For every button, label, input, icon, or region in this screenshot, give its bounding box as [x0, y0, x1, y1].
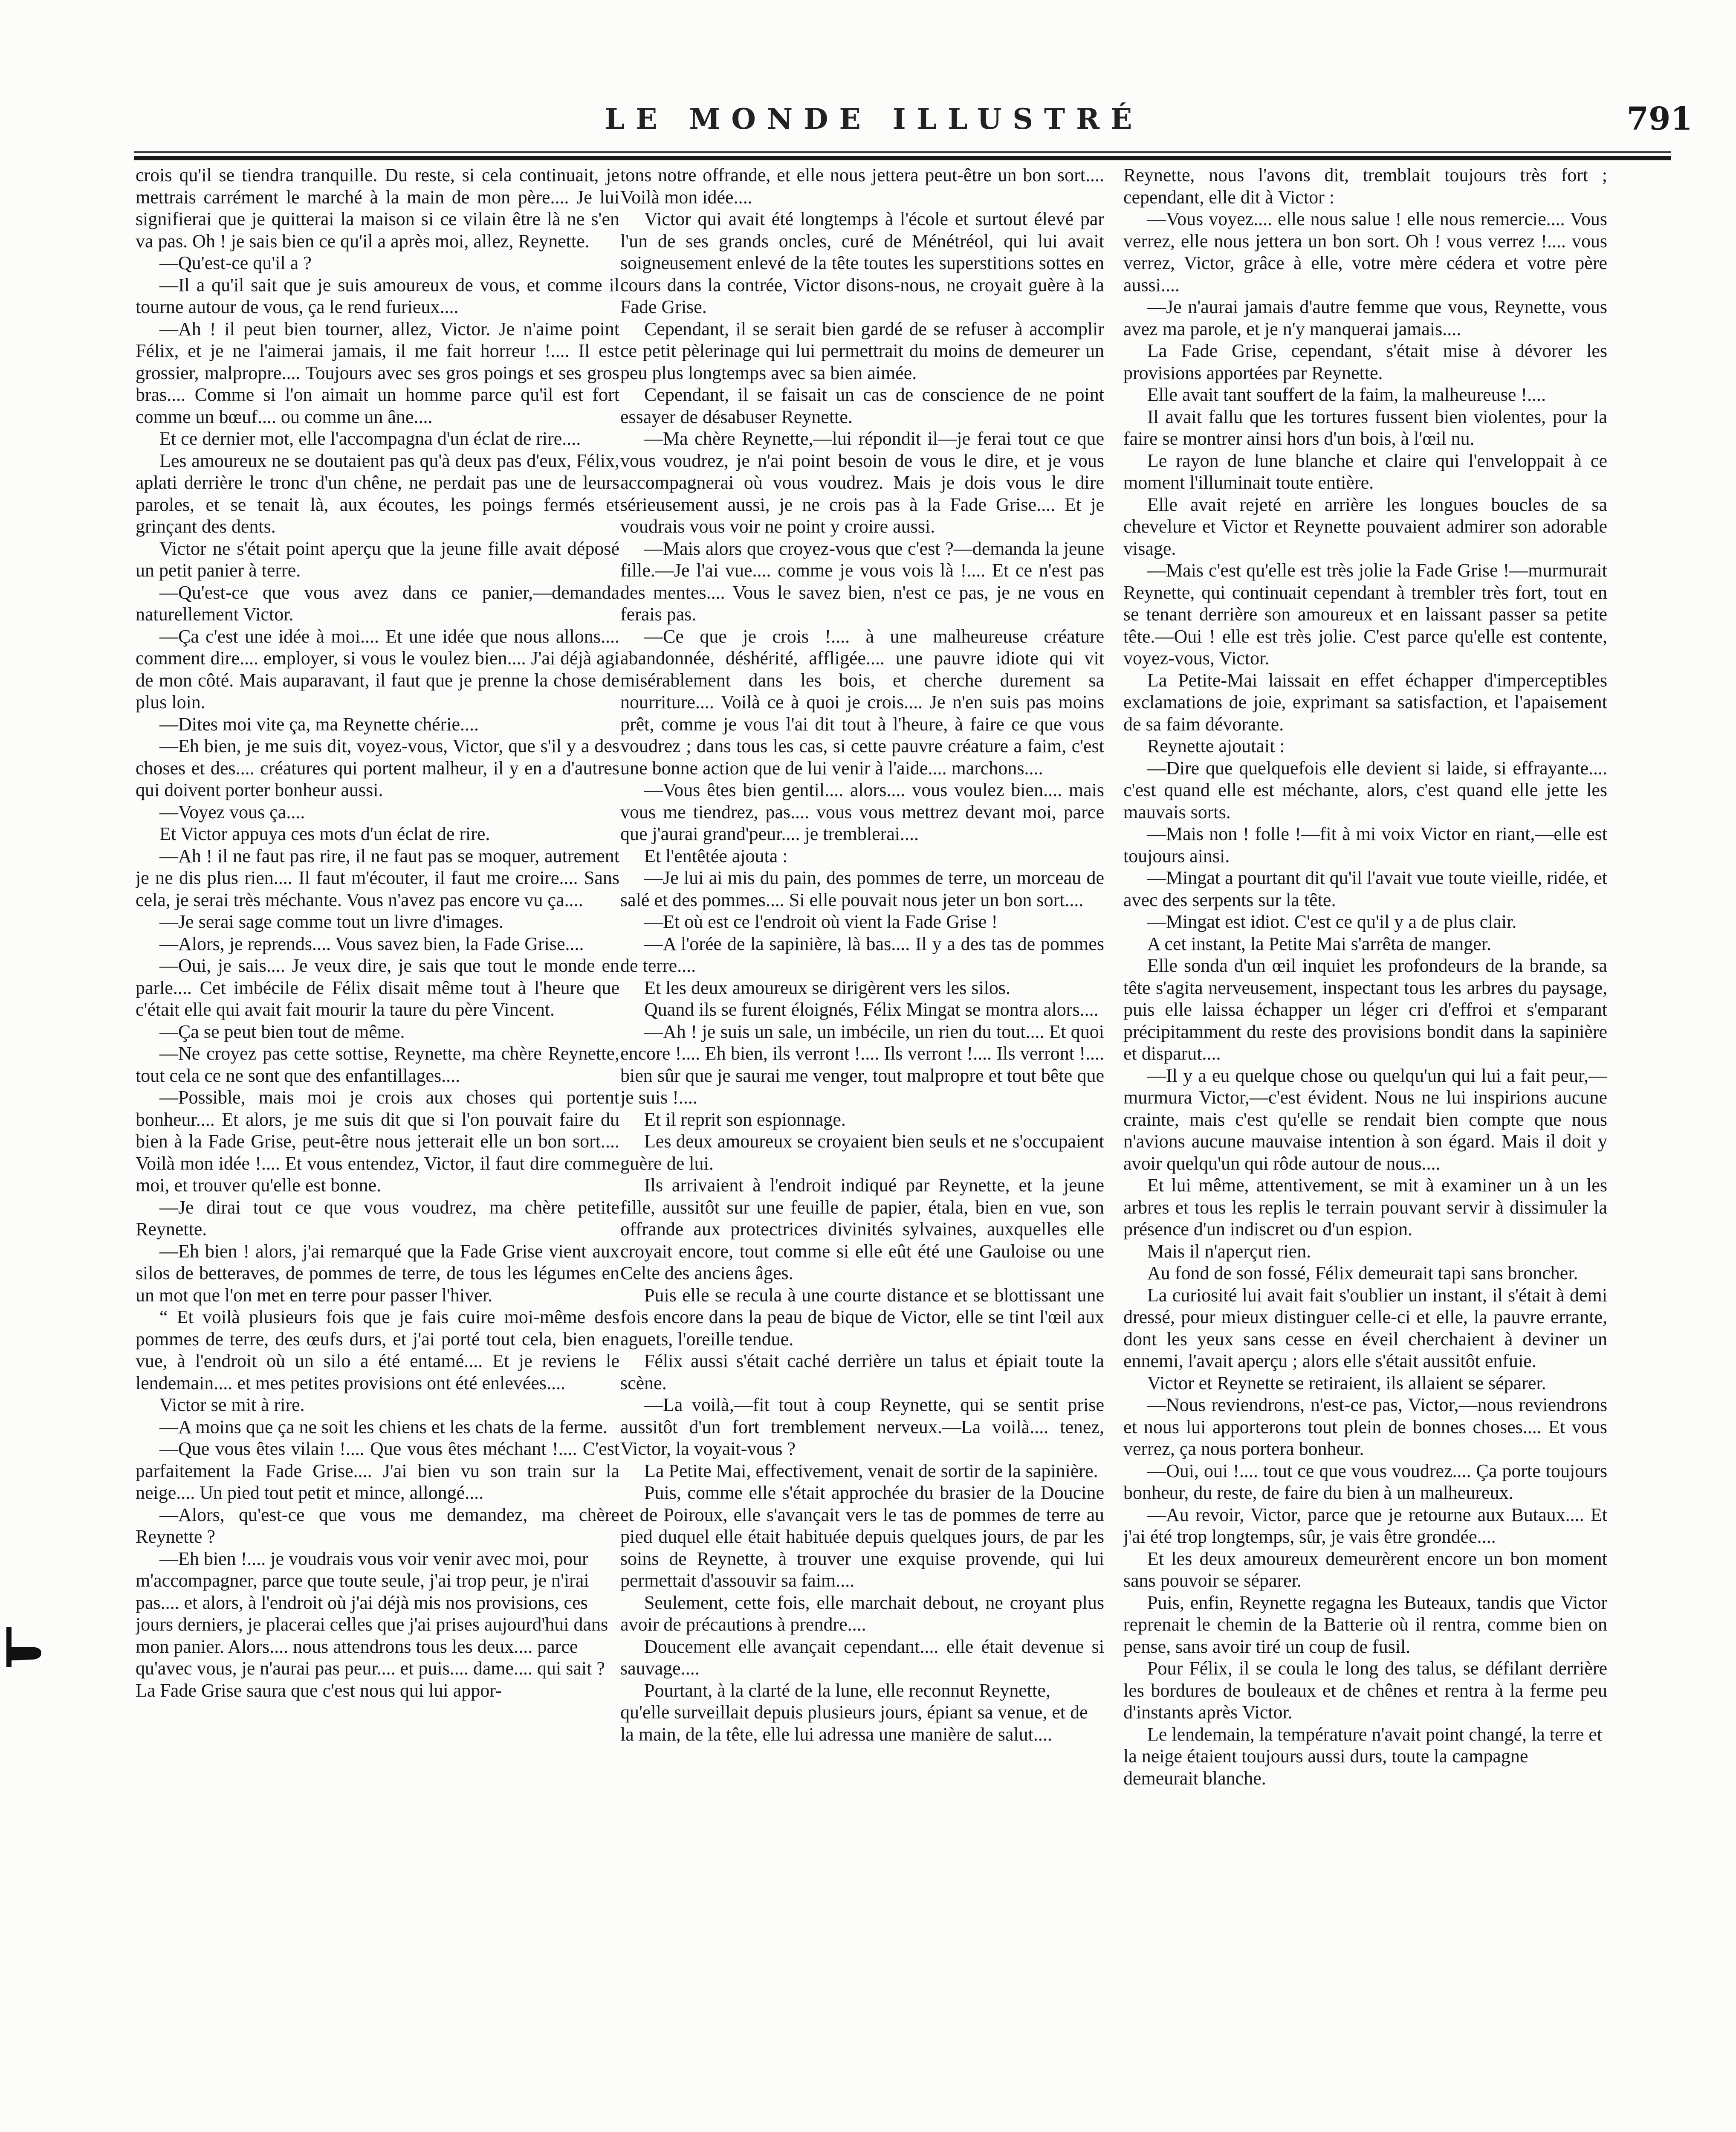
- paragraph: —Je n'aurai jamais d'autre femme que vous, Reynette, vous avez ma parole, et je n'y manquerai jamais....: [1123, 296, 1607, 339]
- paragraph: crois qu'il se tiendra tranquille. Du reste, si cela continuait, je mettrais carrément le marché à la main de mon père.... Je lui signifierai que je quitterai la maison si ce vilain être là ne s'en va pas. Oh ! je sais bien ce qu'il a après moi, allez, Reynette.: [136, 165, 619, 252]
- paragraph: Et les deux amoureux demeurèrent encore un bon moment sans pouvoir se séparer.: [1123, 1548, 1607, 1591]
- text-column-1: [136, 164, 619, 2132]
- paragraph: —Au revoir, Victor, parce que je retourne aux Butaux.... Et j'ai été trop longtemps, sûr, je vais être grondée....: [1123, 1504, 1607, 1547]
- paragraph: Et il reprit son espionnage.: [644, 1109, 846, 1130]
- paragraph: —Ça se peut bien tout de même.: [159, 1021, 405, 1042]
- paragraph: —Je lui ai mis du pain, des pommes de terre, un morceau de salé et des pommes.... Si elle pouvait nous jeter un bon sort....: [620, 867, 1104, 910]
- paragraph: Puis elle se recula à une courte distance et se blottissant une fois encore dans la peau de bique de Victor, elle se tint l'œil aux aguets, l'oreille tendue.: [620, 1284, 1104, 1350]
- paragraph: —Je serai sage comme tout un livre d'images.: [159, 911, 504, 932]
- paragraph: Et l'entêtée ajouta :: [644, 845, 788, 866]
- paragraph: —Possible, mais moi je crois aux choses qui portent bonheur.... Et alors, je me suis dit que si l'on pouvait faire du bien à la Fade Grise, peut-être nous jetterait elle un bon sort.... Voilà mon idée !.... Et vous entendez, Victor, il faut dire comme moi, et trouver qu'elle est bonne.: [136, 1087, 619, 1196]
- pointing-hand-icon: [2, 1620, 45, 1671]
- paragraph: —Vous êtes bien gentil.... alors.... vous voulez bien.... mais vous me tiendrez, pas.... vous vous mettrez devant moi, parce que j'aurai grand'peur.... je tremblerai....: [620, 779, 1104, 844]
- paragraph: —Ah ! il ne faut pas rire, il ne faut pas se moquer, autrement je ne dis plus rien.... Il faut m'écouter, il faut me croire.... Sans cela, je serai très méchante. Vous n'avez pas encore vu ça....: [136, 845, 619, 910]
- paragraph: Il avait fallu que les tortures fussent bien violentes, pour la faire se montrer ainsi hors d'un bois, à l'œil nu.: [1123, 406, 1607, 449]
- paragraph: —Eh bien ! alors, j'ai remarqué que la Fade Grise vient aux silos de betteraves, de pommes de terre, de tous les légumes en un mot que l'on met en terre pour passer l'hiver.: [136, 1240, 619, 1306]
- paragraph: La Fade Grise, cependant, s'était mise à dévorer les provisions apportées par Reynette.: [1123, 340, 1607, 383]
- text-column-3: [1123, 164, 1607, 2132]
- paragraph: —Eh bien, je me suis dit, voyez-vous, Victor, que s'il y a des choses et des.... créatures qui portent malheur, il y en a d'autres qui doivent porter bonheur aussi.: [136, 736, 619, 800]
- paragraph: Au fond de son fossé, Félix demeurait tapi sans broncher.: [1147, 1263, 1578, 1283]
- paragraph: —Oui, je sais.... Je veux dire, je sais que tout le monde en parle.... Cet imbécile de Félix disait même tout à l'heure que c'était elle qui avait fait mourir la taure du père Vincent.: [136, 955, 619, 1020]
- paragraph: Cependant, il se faisait un cas de conscience de ne point essayer de désabuser Reynette.: [620, 384, 1104, 427]
- paragraph: Reynette ajoutait :: [1147, 736, 1285, 756]
- paragraph: La curiosité lui avait fait s'oublier un instant, il s'était à demi dressé, pour mieux distinguer celle-ci et elle, la pauvre errante, dont les yeux sans cesse en éveil cherchaient à deviner un ennemi, l'avait aperçu ; alors elle s'était aussitôt enfuie.: [1123, 1284, 1607, 1371]
- masthead-title: LE MONDE ILLUSTRÉ: [605, 102, 1143, 136]
- paragraph: —Mais c'est qu'elle est très jolie la Fade Grise !—murmurait Reynette, qui continuait cependant à trembler très fort, tout en se tenant derrière son amoureux et en laissant passer sa petite tête.—Oui ! elle est très jolie. C'est parce qu'elle est contente, voyez-vous, Victor.: [1123, 560, 1607, 669]
- paragraph: Les deux amoureux se croyaient bien seuls et ne s'occupaient guère de lui.: [620, 1131, 1104, 1174]
- paragraph: A cet instant, la Petite Mai s'arrêta de manger.: [1147, 933, 1491, 954]
- text-column-2: [620, 164, 1104, 2132]
- page-number: 791: [1626, 101, 1693, 137]
- paragraph: —Alors, je reprends.... Vous savez bien, la Fade Grise....: [159, 933, 584, 954]
- paragraph: Elle avait tant souffert de la faim, la malheureuse !....: [1147, 384, 1546, 405]
- paragraph: —La voilà,—fit tout à coup Reynette, qui se sentit prise aussitôt d'un fort tremblement nerveux.—La voilà.... tenez, Victor, la voyait-vous ?: [620, 1394, 1104, 1459]
- paragraph: Seulement, cette fois, elle marchait debout, ne croyant plus avoir de précautions à prendre....: [620, 1592, 1104, 1635]
- paragraph: Victor ne s'était point aperçu que la jeune fille avait déposé un petit panier à terre.: [136, 538, 619, 581]
- paragraph: —Mingat est idiot. C'est ce qu'il y a de plus clair.: [1147, 911, 1517, 932]
- paragraph: Victor se mit à rire.: [159, 1394, 305, 1415]
- paragraph: Et lui même, attentivement, se mit à examiner un à un les arbres et tous les replis le terrain pouvant servir à dissimuler la présence d'un indiscret ou d'un espion.: [1123, 1175, 1607, 1240]
- paragraph: —Voyez vous ça....: [159, 801, 305, 823]
- paragraph: —Mais alors que croyez-vous que c'est ?—demanda la jeune fille.—Je l'ai vue.... comme je vous vois là !.... Et ce n'est pas des mentes.... Vous le savez bien, n'est ce pas, je ne vous en ferais pas.: [620, 538, 1104, 625]
- paragraph: —A moins que ça ne soit les chiens et les chats de la ferme.: [159, 1416, 608, 1437]
- paragraph: Elle avait rejeté en arrière les longues boucles de sa chevelure et Victor et Reynette pouvaient admirer son adorable visage.: [1123, 494, 1607, 559]
- paragraph: Puis, enfin, Reynette regagna les Buteaux, tandis que Victor reprenait le chemin de la Batterie où il rentra, comme bien on pense, sans avoir tiré un coup de fusil.: [1123, 1592, 1607, 1657]
- paragraph: Victor qui avait été longtemps à l'école et surtout élevé par l'un de ses grands oncles, curé de Ménétréol, qui lui avait soigneusement enlevé de la tête toutes les superstitions sottes en cours dans la contrée, Victor disons-nous, ne croyait guère à la Fade Grise.: [620, 209, 1104, 317]
- paragraph: —Ah ! il peut bien tourner, allez, Victor. Je n'aime point Félix, et je ne l'aimerai jamais, il me fait horreur !.... Il est grossier, malpropre.... Toujours avec ses gros poings et ses gros bras.... Comme si l'on aimait un homme parce qu'il est fort comme un bœuf.... ou comme un âne....: [136, 318, 619, 427]
- paragraph: Et les deux amoureux se dirigèrent vers les silos.: [644, 977, 1011, 998]
- paragraph: Quand ils se furent éloignés, Félix Mingat se montra alors....: [644, 999, 1099, 1020]
- paragraph: Ils arrivaient à l'endroit indiqué par Reynette, et la jeune fille, aussitôt sur une feuille de papier, étala, bien en vue, son offrande aux protectrices divinités sylvaines, auxquelles elle croyait encore, tout comme si elle eût été une Gauloise ou une Celte des anciens âges.: [620, 1175, 1104, 1283]
- paragraph: —Ne croyez pas cette sottise, Reynette, ma chère Reynette, tout cela ce ne sont que des enfantillages....: [136, 1043, 619, 1086]
- paragraph: Félix aussi s'était caché derrière un talus et épiait toute la scène.: [620, 1350, 1104, 1393]
- paragraph: —Ça c'est une idée à moi.... Et une idée que nous allons.... comment dire.... employer, si vous le voulez bien.... J'ai déjà agi de mon côté. Mais auparavant, il faut que je prenne la chose de plus loin.: [136, 626, 619, 713]
- paragraph: Victor et Reynette se retiraient, ils allaient se séparer.: [1147, 1372, 1546, 1393]
- header-rule-thick: [134, 156, 1671, 160]
- header-rule-thin: [134, 151, 1671, 153]
- paragraph: Et ce dernier mot, elle l'accompagna d'un éclat de rire....: [159, 428, 581, 449]
- paragraph: La Petite-Mai laissait en effet échapper d'imperceptibles exclamations de joie, exprimant sa satisfaction, et l'apaisement de sa faim dévorante.: [1123, 669, 1607, 735]
- paragraph: —Mais non ! folle !—fit à mi voix Victor en riant,—elle est toujours ainsi.: [1123, 823, 1607, 866]
- paragraph: —Je dirai tout ce que vous voudrez, ma chère petite Reynette.: [136, 1196, 619, 1240]
- paragraph: Doucement elle avançait cependant.... elle était devenue si sauvage....: [620, 1636, 1104, 1679]
- paragraph: —Dites moi vite ça, ma Reynette chérie....: [159, 713, 479, 735]
- paragraph: —Ma chère Reynette,—lui répondit il—je ferai tout ce que vous voudrez, je n'ai point besoin de vous le dire, et je vous accompagnerai où vous voudrez. Mais je dois vous le dire sérieusement aussi, je ne crois pas à la Fade Grise.... Et je voudrais vous voir ne point y croire aussi.: [620, 428, 1104, 537]
- paragraph: tons notre offrande, et elle nous jettera peut-être un bon sort.... Voilà mon idée....: [620, 165, 1104, 208]
- paragraph: Puis, comme elle s'était approchée du brasier de la Doucine et de Poiroux, elle s'avançait vers le tas de pommes de terre au pied duquel elle était habituée depuis quelques jours, de par les soins de Reynette, à trouver une exquise provende, qui lui permettait d'assouvir sa faim....: [620, 1482, 1104, 1591]
- paragraph: —Il y a eu quelque chose ou quelqu'un qui lui a fait peur,—murmura Victor,—c'est évident. Nous ne lui inspirions aucune crainte, mais c'est qu'elle se rendait bien compte que nous n'avions aucune mauvaise intention à son égard. Mais il doit y avoir quelqu'un qui rôde autour de nous....: [1123, 1065, 1607, 1174]
- paragraph: —Alors, qu'est-ce que vous me demandez, ma chère Reynette ?: [136, 1504, 619, 1547]
- paragraph: —A l'orée de la sapinière, là bas.... Il y a des tas de pommes de terre....: [620, 933, 1104, 976]
- paragraph: —Oui, oui !.... tout ce que vous voudrez.... Ça porte toujours bonheur, du reste, de faire du bien à un malheureux.: [1123, 1460, 1607, 1503]
- paragraph: —Eh bien !.... je voudrais vous voir venir avec moi, pour m'accompagner, parce que toute seule, j'ai trop peur, je n'irai pas.... et alors, à l'endroit où j'ai déjà mis nos provisions, ces jours derniers, je placerai celles que j'ai prises aujourd'hui dans mon panier. Alors.... nous attendrons tous les deux.... parce qu'avec vous, je n'aurai pas peur.... et puis.... dame.... qui sait ? La Fade Grise saura que c'est nous qui lui appor-: [136, 1548, 608, 1701]
- paragraph: Cependant, il se serait bien gardé de se refuser à accomplir ce petit pèlerinage qui lui permettrait du moins de demeurer un peu plus longtemps avec sa bien aimée.: [620, 318, 1104, 383]
- paragraph: Et Victor appuya ces mots d'un éclat de rire.: [159, 823, 490, 844]
- paragraph: Reynette, nous l'avons dit, tremblait toujours très fort ; cependant, elle dit à Victor :: [1123, 165, 1607, 208]
- paragraph: Pourtant, à la clarté de la lune, elle reconnut Reynette, qu'elle surveillait depuis plusieurs jours, épiant sa venue, et de la main, de la tête, elle lui adressa une manière de salut....: [620, 1680, 1088, 1745]
- paragraph: Mais il n'aperçut rien.: [1147, 1240, 1311, 1262]
- paragraph: Le rayon de lune blanche et claire qui l'enveloppait à ce moment l'illuminait toute entière.: [1123, 450, 1607, 493]
- paragraph: —Dire que quelquefois elle devient si laide, si effrayante.... c'est quand elle est méchante, alors, c'est quand elle jette les mauvais sorts.: [1123, 757, 1607, 823]
- paragraph: —Mingat a pourtant dit qu'il l'avait vue toute vieille, ridée, et avec des serpents sur la tête.: [1123, 867, 1607, 910]
- paragraph: —Et où est ce l'endroit où vient la Fade Grise !: [644, 911, 998, 932]
- paragraph: La Petite Mai, effectivement, venait de sortir de la sapinière.: [644, 1460, 1098, 1481]
- paragraph: —Qu'est-ce que vous avez dans ce panier,—demanda naturellement Victor.: [136, 582, 619, 625]
- paragraph: —Il a qu'il sait que je suis amoureux de vous, et comme il tourne autour de vous, ça le rend furieux....: [136, 274, 619, 317]
- paragraph: —Que vous êtes vilain !.... Que vous êtes méchant !.... C'est parfaitement la Fade Grise.... J'ai bien vu son train sur la neige.... Un pied tout petit et mince, allongé....: [136, 1438, 619, 1503]
- paragraph: Les amoureux ne se doutaient pas qu'à deux pas d'eux, Félix, aplati derrière le tronc d'un chêne, ne perdait pas une de leurs paroles, et se tenait là, aux écoutes, les poings fermés et grinçant des dents.: [136, 450, 619, 537]
- paragraph: —Vous voyez.... elle nous salue ! elle nous remercie.... Vous verrez, elle nous jettera un bon sort. Oh ! vous verrez !.... vous verrez, Victor, grâce à elle, votre mère cédera et votre père aussi....: [1123, 209, 1607, 295]
- paragraph: —Ah ! je suis un sale, un imbécile, un rien du tout.... Et quoi encore !.... Eh bien, ils verront !.... Ils verront !.... Ils verront !.... bien sûr que je saurai me venger, tout malpropre et tout bête que je suis !....: [620, 1021, 1104, 1108]
- paragraph: —Qu'est-ce qu'il a ?: [159, 252, 312, 273]
- paragraph: Pour Félix, il se coula le long des talus, se défilant derrière les bordures de bouleaux et de chênes et rentra à la ferme peu d'instants après Victor.: [1123, 1658, 1607, 1723]
- paragraph: —Nous reviendrons, n'est-ce pas, Victor,—nous reviendrons et nous lui apporterons tout plein de bonnes choses.... Et vous verrez, ça nous portera bonheur.: [1123, 1394, 1607, 1459]
- paragraph: Elle sonda d'un œil inquiet les profondeurs de la brande, sa tête s'agita nerveusement, inspectant tous les arbres du paysage, puis elle laissa échapper un léger cri d'effroi et s'emparant précipitamment du reste des provisions bondit dans la sapinière et disparut....: [1123, 955, 1607, 1064]
- paragraph: Le lendemain, la température n'avait point changé, la terre et la neige étaient toujours aussi durs, toute la campagne demeurait blanche.: [1123, 1724, 1603, 1789]
- paragraph: —Ce que je crois !.... à une malheureuse créature abandonnée, déshérité, affligée.... une pauvre idiote qui vit misérablement dans les bois, et cherche durement sa nourriture.... Voilà ce à quoi je crois.... Je n'en suis pas moins prêt, comme je vous l'ai dit tout à l'heure, à faire ce que vous voudrez ; dans tous les cas, si cette pauvre créature a faim, c'est une bonne action que de lui venir à l'aide.... marchons....: [620, 626, 1104, 779]
- paragraph: “ Et voilà plusieurs fois que je fais cuire moi-même des pommes de terre, des œufs durs, et j'ai porté tout cela, bien en vue, à l'endroit où un silo a été entamé.... Et je reviens le lendemain.... et mes petites provisions ont été enlevées....: [136, 1306, 619, 1393]
